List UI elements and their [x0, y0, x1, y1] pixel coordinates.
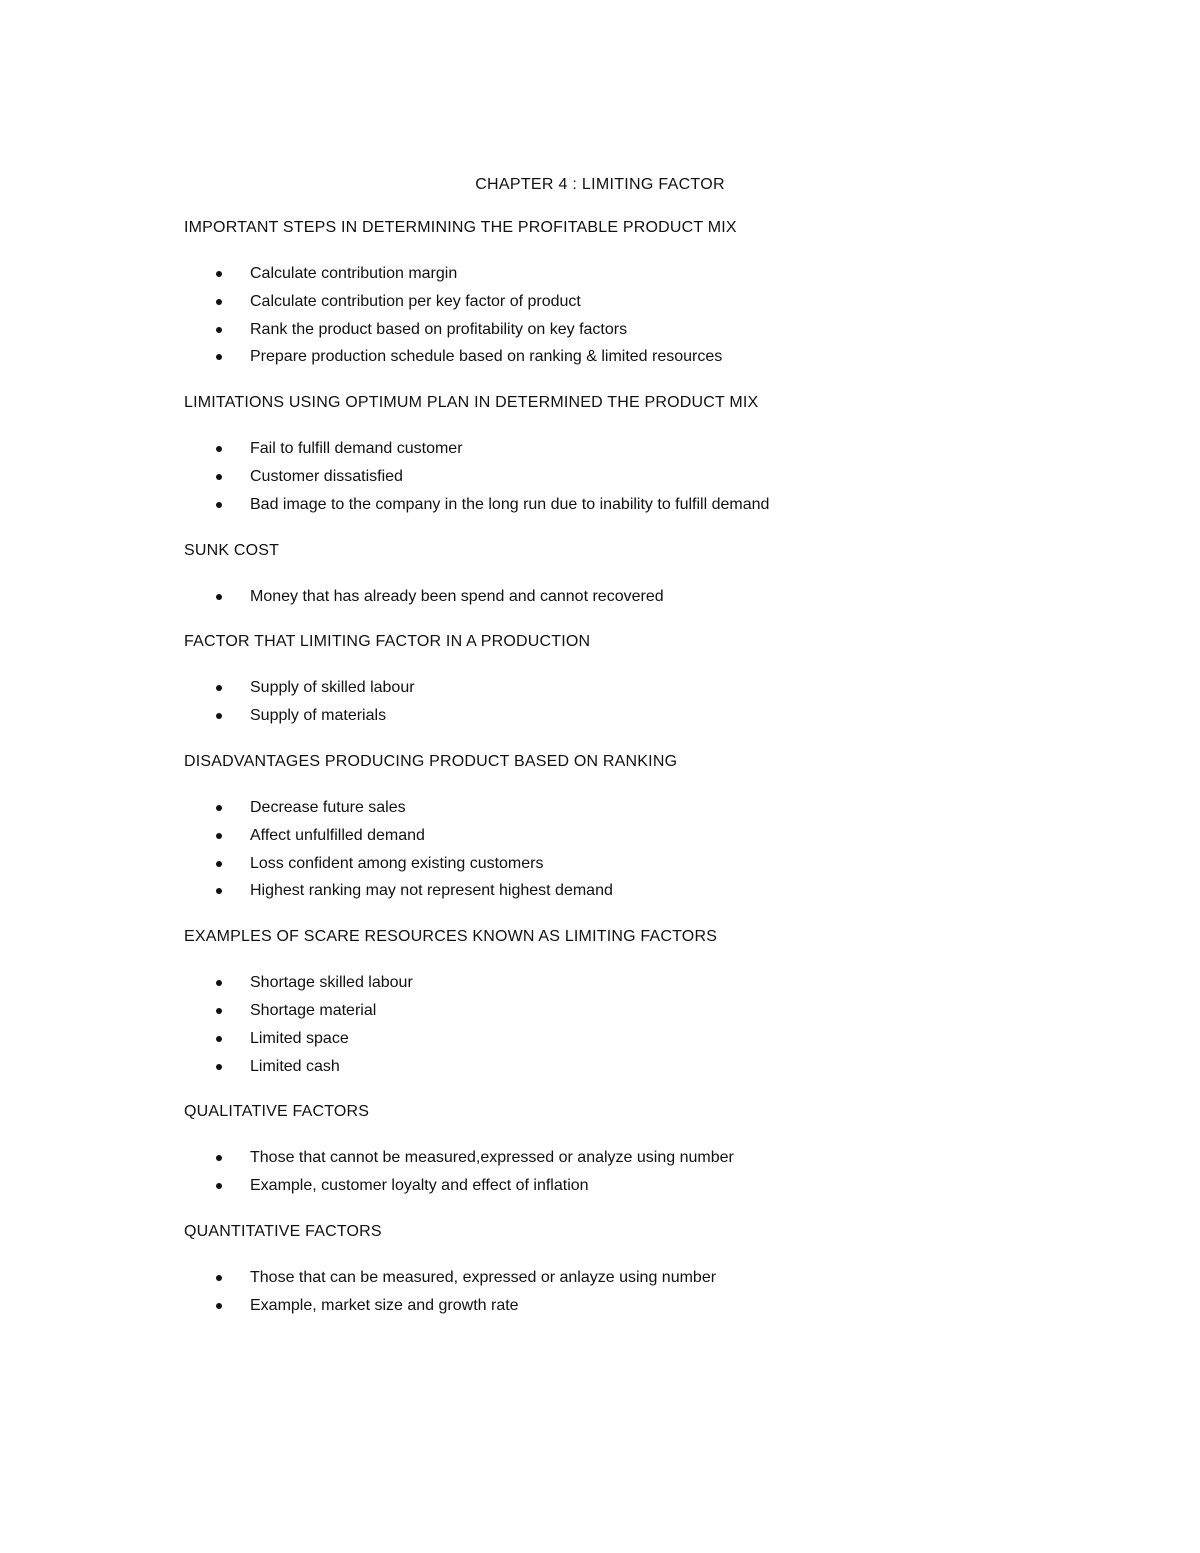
bullet-icon — [216, 980, 222, 986]
list-item — [184, 674, 1084, 702]
list-item — [184, 1053, 1084, 1081]
list-item-text: Those that cannot be measured,expressed or analyze using number — [250, 1149, 734, 1167]
bullet-icon — [216, 271, 222, 277]
list-item-text: Prepare production schedule based on ranking & limited resources — [250, 348, 723, 366]
bullet-icon — [216, 1275, 222, 1281]
bullet-icon — [216, 502, 222, 508]
section-limiting-factor-production — [184, 632, 1084, 730]
bullet-icon — [216, 327, 222, 333]
document-body — [184, 218, 1084, 1342]
list-item-text: Limited space — [250, 1029, 349, 1047]
list-item-text: Shortage material — [250, 1001, 377, 1019]
bullet-icon — [216, 861, 222, 867]
list-item — [184, 702, 1084, 730]
section-heading: FACTOR THAT LIMITING FACTOR IN A PRODUCTION — [184, 633, 591, 651]
list-item-text: Highest ranking may not represent highest demand — [250, 882, 613, 900]
list-item — [184, 316, 1084, 344]
bullet-icon — [216, 1008, 222, 1014]
list-item-text: Limited cash — [250, 1057, 340, 1075]
bullet-icon — [216, 354, 222, 360]
section-ranking-disadvantages — [184, 752, 1084, 905]
list-item — [184, 850, 1084, 878]
section-sunk-cost — [184, 541, 1084, 611]
bullet-icon — [216, 1155, 222, 1161]
bullet-icon — [216, 299, 222, 305]
page-title: CHAPTER 4 : LIMITING FACTOR — [475, 176, 725, 193]
bullet-list — [184, 260, 1084, 371]
list-item — [184, 260, 1084, 288]
section-heading: LIMITATIONS USING OPTIMUM PLAN IN DETERMINED THE PRODUCT MIX — [184, 394, 759, 412]
section-heading: IMPORTANT STEPS IN DETERMINING THE PROFITABLE PRODUCT MIX — [184, 219, 737, 236]
list-item-text: Calculate contribution per key factor of product — [250, 292, 581, 310]
list-item — [184, 822, 1084, 850]
bullet-list — [184, 674, 1084, 730]
bullet-list — [184, 1264, 1084, 1320]
list-item — [184, 1025, 1084, 1053]
bullet-icon — [216, 474, 222, 480]
section-scarce-resources — [184, 927, 1084, 1080]
list-item — [184, 343, 1084, 371]
list-item — [184, 1172, 1084, 1200]
bullet-icon — [216, 446, 222, 452]
bullet-icon — [216, 888, 222, 894]
bullet-icon — [216, 1183, 222, 1189]
list-item — [184, 288, 1084, 316]
bullet-list — [184, 435, 1084, 518]
list-item-text: Calculate contribution margin — [250, 265, 458, 282]
section-optimum-plan-limitations — [184, 393, 1084, 518]
list-item-text: Rank the product based on profitability on key factors — [250, 320, 628, 338]
list-item-text: Supply of materials — [250, 707, 387, 725]
bullet-icon — [216, 833, 222, 839]
list-item — [184, 997, 1084, 1025]
section-quantitative-factors — [184, 1222, 1084, 1320]
bullet-list — [184, 1144, 1084, 1200]
list-item — [184, 794, 1084, 822]
list-item-text: Fail to fulfill demand customer — [250, 440, 463, 458]
bullet-icon — [216, 805, 222, 811]
list-item — [184, 877, 1084, 905]
bullet-icon — [216, 594, 222, 600]
bullet-list — [184, 794, 1084, 905]
section-heading: SUNK COST — [184, 541, 280, 559]
list-item — [184, 435, 1084, 463]
section-qualitative-factors — [184, 1102, 1084, 1200]
list-item-text: Money that has already been spend and cannot recovered — [250, 587, 664, 605]
list-item-text: Supply of skilled labour — [250, 679, 415, 697]
list-item — [184, 1144, 1084, 1172]
list-item — [184, 1292, 1084, 1320]
bullet-icon — [216, 1064, 222, 1070]
bullet-list — [184, 969, 1084, 1080]
section-heading: QUALITATIVE FACTORS — [184, 1103, 370, 1121]
bullet-list — [184, 583, 1084, 611]
section-heading: QUANTITATIVE FACTORS — [184, 1222, 382, 1240]
section-heading: EXAMPLES OF SCARE RESOURCES KNOWN AS LIMITING FACTORS — [184, 928, 718, 946]
list-item-text: Loss confident among existing customers — [250, 854, 544, 872]
list-item-text: Decrease future sales — [250, 798, 406, 816]
bullet-icon — [216, 1303, 222, 1309]
list-item-text: Shortage skilled labour — [250, 974, 413, 992]
list-item — [184, 491, 1084, 519]
list-item-text: Example, customer loyalty and effect of inflation — [250, 1177, 589, 1195]
bullet-icon — [216, 1036, 222, 1042]
bullet-icon — [216, 685, 222, 691]
list-item-text: Example, market size and growth rate — [250, 1296, 519, 1314]
list-item — [184, 583, 1084, 611]
list-item-text: Bad image to the company in the long run due to inability to fulfill demand — [250, 495, 770, 513]
list-item-text: Affect unfulfilled demand — [250, 826, 425, 844]
list-item — [184, 969, 1084, 997]
list-item — [184, 1264, 1084, 1292]
list-item-text: Customer dissatisfied — [250, 467, 403, 485]
list-item — [184, 463, 1084, 491]
bullet-icon — [216, 713, 222, 719]
list-item-text: Those that can be measured, expressed or anlayze using number — [250, 1268, 717, 1286]
section-product-mix-steps — [184, 218, 1084, 371]
section-heading: DISADVANTAGES PRODUCING PRODUCT BASED ON RANKING — [184, 752, 678, 770]
